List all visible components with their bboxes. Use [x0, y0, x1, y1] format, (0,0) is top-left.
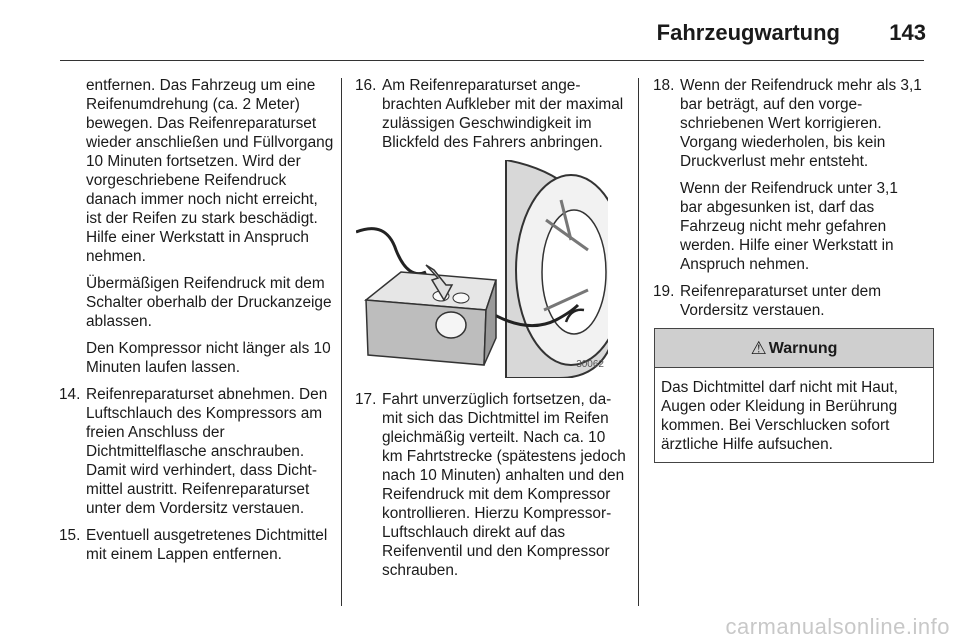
- step-14: [60, 385, 336, 518]
- step-number: 19.: [653, 283, 675, 300]
- warning-title: Warnung: [768, 339, 838, 357]
- step-text: Reifenreparaturset abnehmen. Den Luftschlauch des Kompressors am freien Anschluss der Dichtmittelflasche anschrauben. Damit wird verhindert, dass Dichtmittel austritt. Reifenreparaturset unter dem Vordersitz verstauen.: [86, 386, 328, 517]
- step-text: Fahrt unverzüglich fortsetzen, damit sich das Dichtmittel im Reifen gleichmäßig verteilt. Nach ca. 10 km Fahrtstrecke (spätestens jedoch nach 10 Minuten) anhalten und den Reifendruck mit dem Kompressor kontrollieren. Hierzu Kompressor-Luftschlauch direkt auf das Reifenventil und den Kompressor schrauben.: [382, 391, 626, 579]
- column-1: [60, 76, 336, 572]
- column-3: [654, 76, 924, 463]
- step-extra-text: Wenn der Reifendruck unter 3,1 bar abgesunken ist, darf das Fahrzeug nicht mehr gefahren werden. Hilfe einer Werkstatt in Anspruch nehmen.: [680, 180, 898, 273]
- paragraph: Übermäßigen Reifendruck mit dem Schalter oberhalb der Druckanzeige ablassen.: [86, 275, 332, 330]
- step-16: [356, 76, 626, 152]
- step-15: [60, 526, 336, 564]
- warning-box: [654, 328, 934, 463]
- warning-triangle-icon: ⚠: [750, 337, 767, 358]
- watermark: carmanualsonline.info: [725, 614, 950, 639]
- step-number: 18.: [653, 77, 675, 94]
- step-number: 15.: [59, 527, 81, 544]
- step-text: Am Reifenreparaturset angebrachten Aufkleber mit der maximal zulässigen Geschwindigkeit im Blickfeld des Fahrers anbringen.: [382, 77, 624, 151]
- step-19: [654, 282, 924, 320]
- column-divider: [638, 78, 639, 606]
- paragraph: Den Kompressor nicht länger als 10 Minuten laufen lassen.: [86, 340, 331, 376]
- step-number: 14.: [59, 386, 81, 403]
- tire-repair-kit-illustration: [356, 160, 608, 378]
- warning-header: [655, 329, 933, 368]
- step-text: Eventuell ausgetretenes Dichtmittel mit einem Lappen entfernen.: [86, 527, 328, 563]
- figure-code: 30062: [576, 359, 604, 370]
- column-divider: [341, 78, 342, 606]
- step-number: 16.: [355, 77, 377, 94]
- page-title: Fahrzeugwartung: [656, 20, 840, 45]
- step-text: Reifenreparaturset unter dem Vordersitz verstauen.: [680, 283, 882, 319]
- step-text: Wenn der Reifendruck mehr als 3,1 bar beträgt, auf den vorgeschriebenen Wert korrigieren. Vorgang wiederholen, bis kein Druckverlust mehr entsteht.: [680, 77, 922, 170]
- header-rule: [60, 60, 924, 61]
- step-18: [654, 76, 924, 274]
- column-2: [356, 76, 626, 588]
- compressor-illustration: [356, 160, 608, 378]
- page-number: 143: [889, 20, 926, 45]
- warning-text: Das Dichtmittel darf nicht mit Haut, Augen oder Kleidung in Berührung kommen. Bei Verschlucken sofort ärztliche Hilfe aufsuchen.: [661, 379, 898, 453]
- step-17: [356, 390, 626, 580]
- paragraph: entfernen. Das Fahrzeug um eine Reifenumdrehung (ca. 2 Meter) bewegen. Das Reifenreparaturset wieder anschließen und Füllvorgang 10 Minuten fortsetzen. Wird der vorgeschriebene Reifendruck danach immer noch nicht erreicht, ist der Reifen zu stark beschädigt. Hilfe einer Werkstatt in Anspruch nehmen.: [86, 77, 334, 265]
- step-number: 17.: [355, 391, 377, 408]
